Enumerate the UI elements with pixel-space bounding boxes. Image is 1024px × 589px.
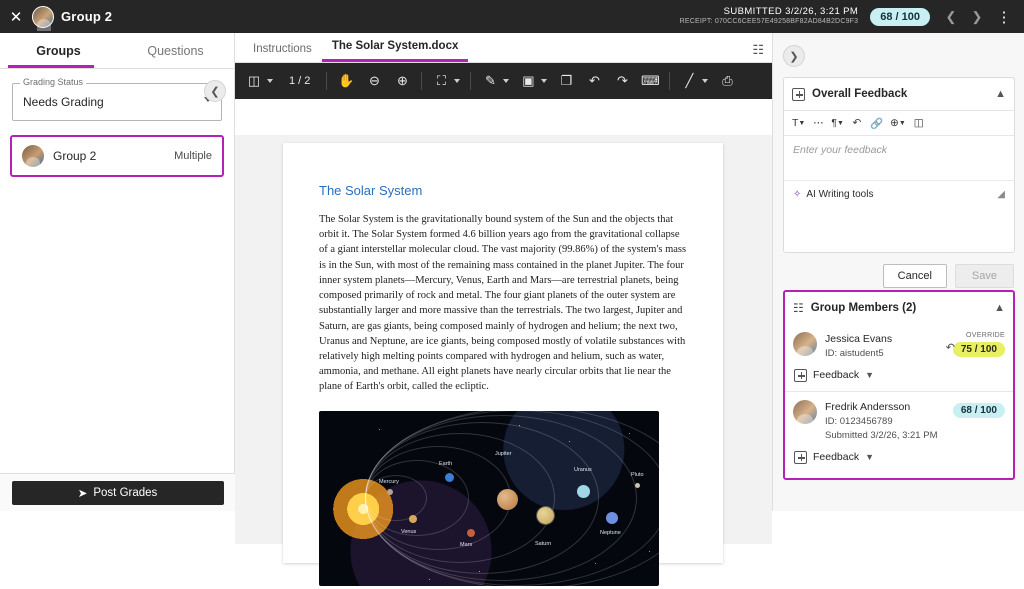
submitted-timestamp: SUBMITTED 3/2/26, 3:21 PM [723,6,859,18]
member-feedback-toggle[interactable] [785,443,1013,473]
resize-handle-icon[interactable]: ◢ [997,189,1005,200]
submission-info [680,6,859,27]
overall-feedback-header[interactable] [784,78,1014,110]
zoom-out-icon[interactable]: ⊖ [368,73,380,88]
ai-writing-tools-label: AI Writing tools [806,189,874,200]
left-panel-footer [0,473,235,511]
overall-feedback-card [783,77,1015,253]
tab-questions[interactable]: Questions [147,44,204,58]
status-badge: 68 / 100 [953,403,1005,418]
top-bar-right [680,0,1024,33]
paragraph-icon[interactable]: ¶ ▼ [831,117,844,129]
undo-icon[interactable]: ↶ [588,73,600,88]
highlighter-icon[interactable]: ▣ [522,73,535,88]
group-name: Group 2 [53,149,97,163]
chevron-down-icon[interactable] [541,79,547,83]
pen-icon[interactable]: ✎ [484,73,496,88]
chevron-right-icon[interactable]: ❯ [971,8,983,24]
document-toolbar [235,63,772,99]
group-members-title: Group Members (2) [810,302,917,314]
right-panel [772,33,1024,511]
feedback-input[interactable]: Enter your feedback [793,144,887,156]
tab-solar-system-docx[interactable]: The Solar System.docx [322,40,469,62]
override-label: OVERRIDE [966,332,1005,339]
document-page [283,143,723,563]
member-grade [953,400,1005,418]
document-viewport[interactable] [235,135,772,548]
divider [421,72,422,90]
add-box-icon [794,369,807,382]
zoom-in-icon[interactable]: ⊕ [396,73,408,88]
member-feedback-toggle[interactable] [785,361,1013,391]
planet-mars [467,529,475,537]
chevron-down-icon: ▼ [865,370,875,381]
member-id: ID: 0123456789 [825,416,893,428]
planet-label: Uranus [574,466,592,473]
member-info [825,400,937,443]
hand-icon[interactable]: ✋ [338,73,355,88]
post-grades-label: Post Grades [93,486,158,499]
undo-icon[interactable]: ↶ [852,117,862,129]
document-panel [235,33,772,548]
redo-icon[interactable]: ↷ [616,73,628,88]
chevron-left-icon[interactable]: ❮ [945,8,957,24]
avatar [32,6,54,28]
page-indicator: 1 / 2 [289,75,311,87]
document-tabs [235,33,772,63]
member-id: ID: aistudent5 [825,348,884,360]
planet-label: Mars [460,541,473,548]
feedback-label: Feedback [813,369,860,382]
member-name: Jessica Evans [825,333,893,345]
document-heading: The Solar System [319,183,423,198]
close-icon[interactable]: ✕ [9,8,23,26]
avatar [22,145,44,167]
planet-jupiter [497,489,518,510]
overall-feedback-title: Overall Feedback [812,88,908,100]
add-box-icon [794,451,807,464]
left-panel [0,33,235,511]
send-icon: ➤ [77,487,88,500]
feedback-editor-toolbar [784,110,1014,136]
group-meta: Multiple [174,150,212,162]
post-grades-button[interactable] [12,481,224,505]
receipt-id: RECEIPT: 070CC6CEE57E49258BF82AD84B2DC9F3 [679,18,859,26]
left-tabs [0,33,234,69]
list-item[interactable] [785,324,1013,361]
planet-saturn [537,507,554,524]
print-icon[interactable]: ⎙ [722,73,733,88]
member-submitted: Submitted 3/2/26, 3:21 PM [825,429,938,441]
list-item[interactable] [785,392,1013,443]
planet-label: Jupiter [495,450,512,457]
planet-label: Neptune [600,529,621,536]
member-info [825,332,892,361]
video-icon[interactable]: ◫ [913,117,924,129]
insert-icon[interactable]: ⊕ ▼ [890,117,906,129]
member-grade [953,332,1005,357]
solar-system-image [319,411,659,586]
feedback-label: Feedback [813,451,860,464]
planet-venus [409,515,417,523]
add-box-icon [792,88,805,101]
revert-icon[interactable]: ↶ [945,342,955,354]
planet-mercury [387,489,393,495]
expand-right-panel-button[interactable]: ❯ [783,45,805,67]
feedback-action-buttons [883,264,1014,288]
group-members-header[interactable] [785,292,1013,324]
planet-label: Pluto [631,471,644,478]
fit-page-icon[interactable]: ⛶ [436,73,446,88]
planet-pluto [635,483,640,488]
ai-writing-tools-row[interactable] [784,180,1014,208]
divider [669,72,670,90]
status-badge: 75 / 100 [953,342,1005,357]
kebab-menu-icon[interactable]: ⋮ [996,8,1012,26]
avatar [793,332,817,356]
tab-instructions[interactable]: Instructions [253,43,312,55]
chevron-up-icon[interactable]: ▲ [994,302,1005,314]
link-icon[interactable]: 🔗 [869,117,884,130]
grading-status-select[interactable] [12,77,222,121]
tab-groups[interactable]: Groups [0,33,117,69]
planet-label: Earth [439,460,453,467]
orbit-ring [365,407,693,589]
text-style-icon[interactable]: T ▼ [792,117,806,129]
chevron-down-icon[interactable] [503,79,509,83]
text-box-icon[interactable]: ⌨ [641,73,660,88]
top-bar [0,0,1024,33]
chevron-down-icon[interactable] [702,79,708,83]
planet-neptune [606,512,618,524]
page-title: Group 2 [61,9,113,24]
divider [326,72,327,90]
collapse-left-panel-button[interactable]: ❮ [204,80,226,102]
member-name: Fredrik Andersson [825,400,911,413]
group-members-card [783,290,1015,480]
planet-earth [445,473,454,482]
chevron-up-icon[interactable]: ▲ [995,88,1006,100]
planet-label: Saturn [535,540,552,547]
thumbnails-icon[interactable]: ◫ [247,73,261,88]
chevron-down-icon: ▼ [865,452,875,463]
avatar [793,400,817,424]
planet-label: Mercury [379,478,399,485]
grading-status-value: Needs Grading [23,95,104,109]
duplicate-icon[interactable]: ❐ [560,73,573,88]
split-view-icon[interactable]: ☷ [752,42,764,57]
chevron-down-icon[interactable] [454,79,460,83]
ai-sparkle-icon: ✧ [793,189,802,200]
divider [470,72,471,90]
line-icon[interactable]: ╱ [685,73,694,88]
cancel-button[interactable]: Cancel [883,264,947,288]
save-button: Save [955,264,1014,288]
status-badge: 68 / 100 [870,8,930,26]
grading-status-label: Grading Status [20,77,86,87]
planet-label: Venus [401,528,417,535]
planet-uranus [577,485,590,498]
ellipsis-icon[interactable]: ⋯ [813,117,824,129]
group-icon: ☷ [793,301,804,315]
list-item[interactable] [10,135,224,177]
chevron-down-icon[interactable] [267,79,273,83]
document-body-text: The Solar System is the gravitationally bound system of the Sun and the objects that orbit it. The Solar System formed 4.6 billion years ago from the gravitational collapse of a giant interstellar molecular cloud. The vast majority (99.86%) of the system's mass is in the Sun, with most of the remaining mass contained in the planet Jupiter. The four inner system planets—Mercury, Venus, Earth and Mars—are terrestrial planets, being composed primarily of rock and metal. The four giant planets of the outer system are substantially larger and more massive than the terrestrials. The two largest, Jupiter and Saturn, are gas giants, being composed mainly of hydrogen and helium; the next two, Uranus and Neptune, are ice giants, being composed mostly of volatile substances with relatively high melting points compared with hydrogen and helium, such as water, ammonia, and methane. All eight planets have nearly circular orbits that lie near the plane of Earth's orbit, called the ecliptic. [319,214,687,393]
